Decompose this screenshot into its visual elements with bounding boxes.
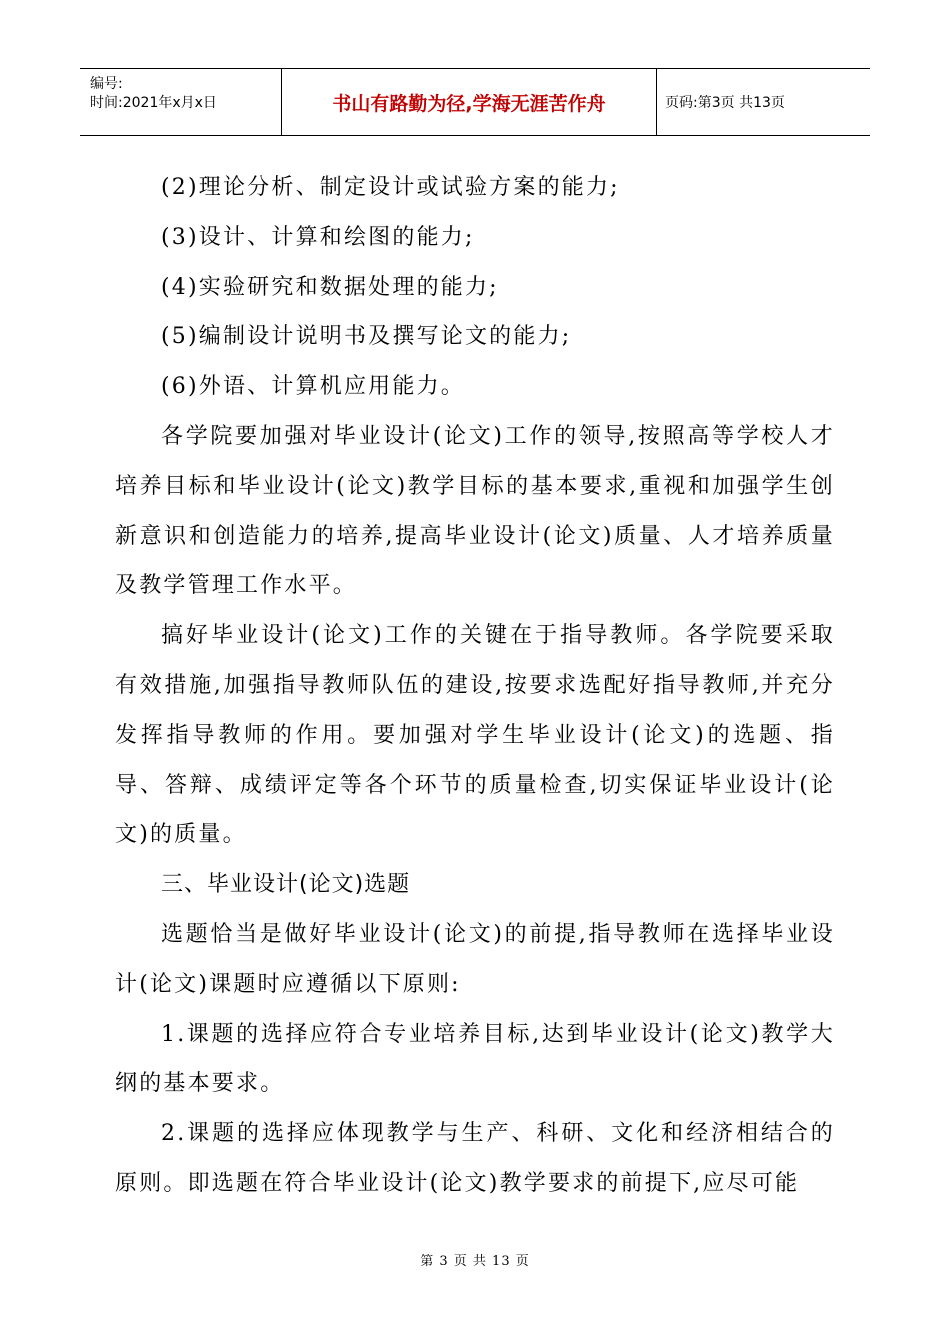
principle-item-2: 2.课题的选择应体现教学与生产、科研、文化和经济相结合的原则。即选题在符合毕业设计(论文)教学要求的前提下,应尽可能	[115, 1121, 835, 1196]
list-item-4: (4)实验研究和数据处理的能力;	[161, 274, 499, 300]
header-motto: 书山有路勤为径,学海无涯苦作舟	[282, 69, 657, 135]
document-date: 时间:2021年x月x日	[90, 95, 217, 111]
document-body	[115, 163, 835, 1209]
principle-item-1: 1.课题的选择应符合专业培养目标,达到毕业设计(论文)教学大纲的基本要求。	[115, 1021, 835, 1097]
body-paragraph: 搞好毕业设计(论文)工作的关键在于指导教师。各学院要采取有效措施,加强指导教师队伍的建设,按要求选配好指导教师,并充分发挥指导教师的作用。要加强对学生毕业设计(论文)的选题、指导、答辩、成绩评定等各个环节的质量检查,切实保证毕业设计(论文)的质量。	[115, 623, 835, 848]
body-paragraph: 选题恰当是做好毕业设计(论文)的前提,指导教师在选择毕业设计(论文)课题时应遵循以下原则:	[115, 921, 835, 997]
list-item-5: (5)编制设计说明书及撰写论文的能力;	[161, 324, 572, 350]
header-page-info: 页码:第3页 共13页	[665, 95, 785, 111]
list-item-2: (2)理论分析、制定设计或试验方案的能力;	[161, 175, 620, 200]
section-heading: 三、毕业设计(论文)选题	[161, 872, 411, 898]
list-item-6: (6)外语、计算机应用能力。	[161, 374, 465, 400]
header-meta-cell	[80, 69, 282, 135]
document-header	[80, 68, 870, 136]
list-item-3: (3)设计、计算和绘图的能力;	[161, 224, 475, 250]
page-footer: 第 3 页 共 13 页	[420, 1254, 530, 1269]
document-number-label: 编号:	[90, 76, 123, 92]
body-paragraph: 各学院要加强对毕业设计(论文)工作的领导,按照高等学校人才培养目标和毕业设计(论文)教学目标的基本要求,重视和加强学生创新意识和创造能力的培养,提高毕业设计(论文)质量、人才培养质量及教学管理工作水平。	[115, 423, 835, 599]
